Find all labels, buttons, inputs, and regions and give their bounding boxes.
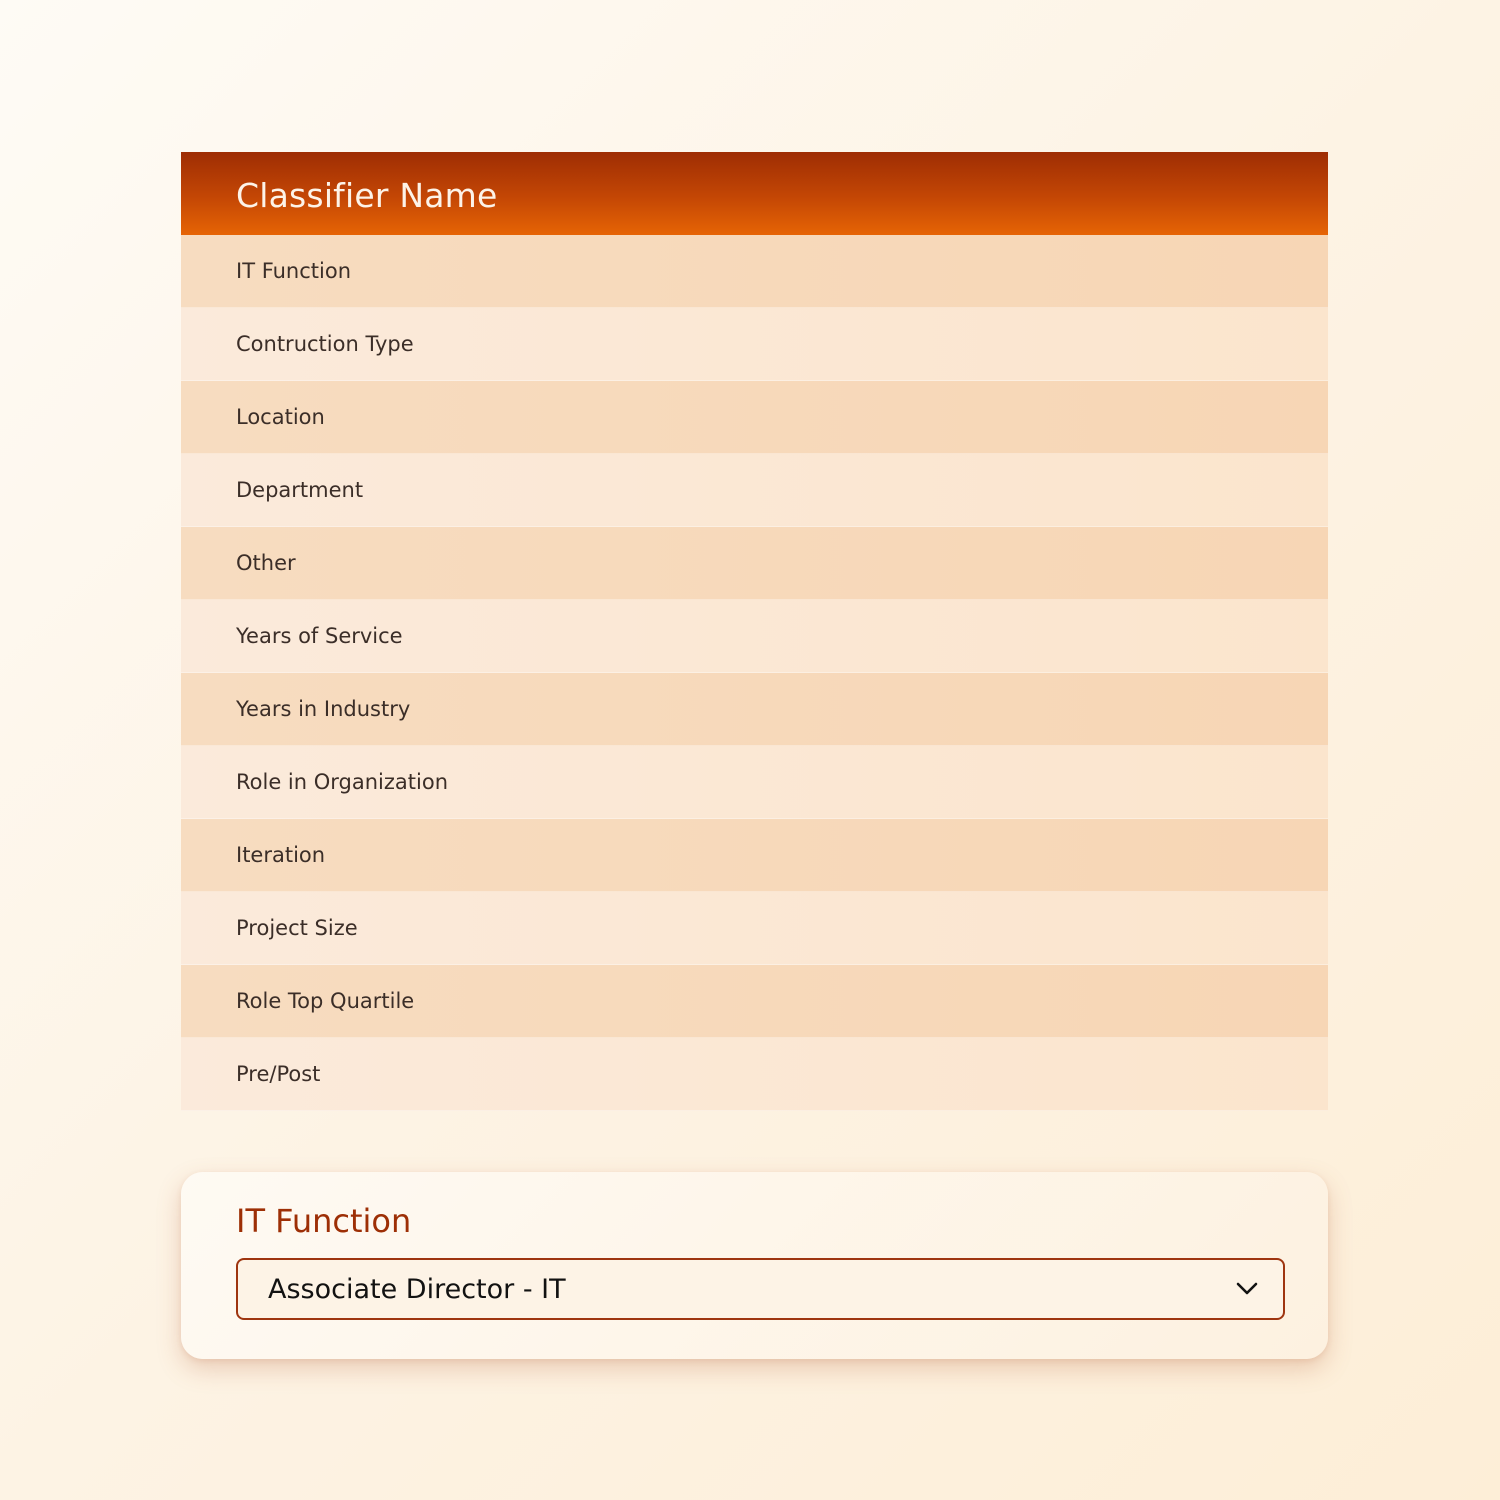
- row-label: Other: [236, 551, 296, 575]
- card-title: IT Function: [236, 1202, 412, 1240]
- table-row-department[interactable]: [181, 454, 1328, 527]
- row-label: Pre/Post: [236, 1062, 321, 1086]
- table-row-project-size[interactable]: [181, 892, 1328, 965]
- row-label: Contruction Type: [236, 332, 414, 356]
- table-row-contruction-type[interactable]: [181, 308, 1328, 381]
- select-value: Associate Director - IT: [268, 1273, 566, 1305]
- chevron-down-icon[interactable]: [1235, 1277, 1259, 1301]
- row-label: Role Top Quartile: [236, 989, 415, 1013]
- row-label: Years in Industry: [236, 697, 411, 721]
- row-label: Department: [236, 478, 364, 502]
- table-row-pre-post[interactable]: [181, 1038, 1328, 1111]
- selection-card: [181, 1172, 1328, 1359]
- row-label: Iteration: [236, 843, 326, 867]
- classifier-table: [181, 152, 1328, 1111]
- row-label: IT Function: [236, 259, 352, 283]
- table-row-location[interactable]: [181, 381, 1328, 454]
- table-row-years-of-service[interactable]: [181, 600, 1328, 673]
- row-label: Location: [236, 405, 325, 429]
- table-row-years-in-industry[interactable]: [181, 673, 1328, 746]
- table-row-role-in-organization[interactable]: [181, 746, 1328, 819]
- table-row-iteration[interactable]: [181, 819, 1328, 892]
- row-label: Years of Service: [236, 624, 403, 648]
- row-label: Role in Organization: [236, 770, 448, 794]
- classifier-value-select[interactable]: [236, 1258, 1285, 1320]
- table-row-role-top-quartile[interactable]: [181, 965, 1328, 1038]
- table-row-it-function[interactable]: [181, 235, 1328, 308]
- table-header: Classifier Name: [181, 152, 1328, 235]
- table-row-other[interactable]: [181, 527, 1328, 600]
- row-label: Project Size: [236, 916, 358, 940]
